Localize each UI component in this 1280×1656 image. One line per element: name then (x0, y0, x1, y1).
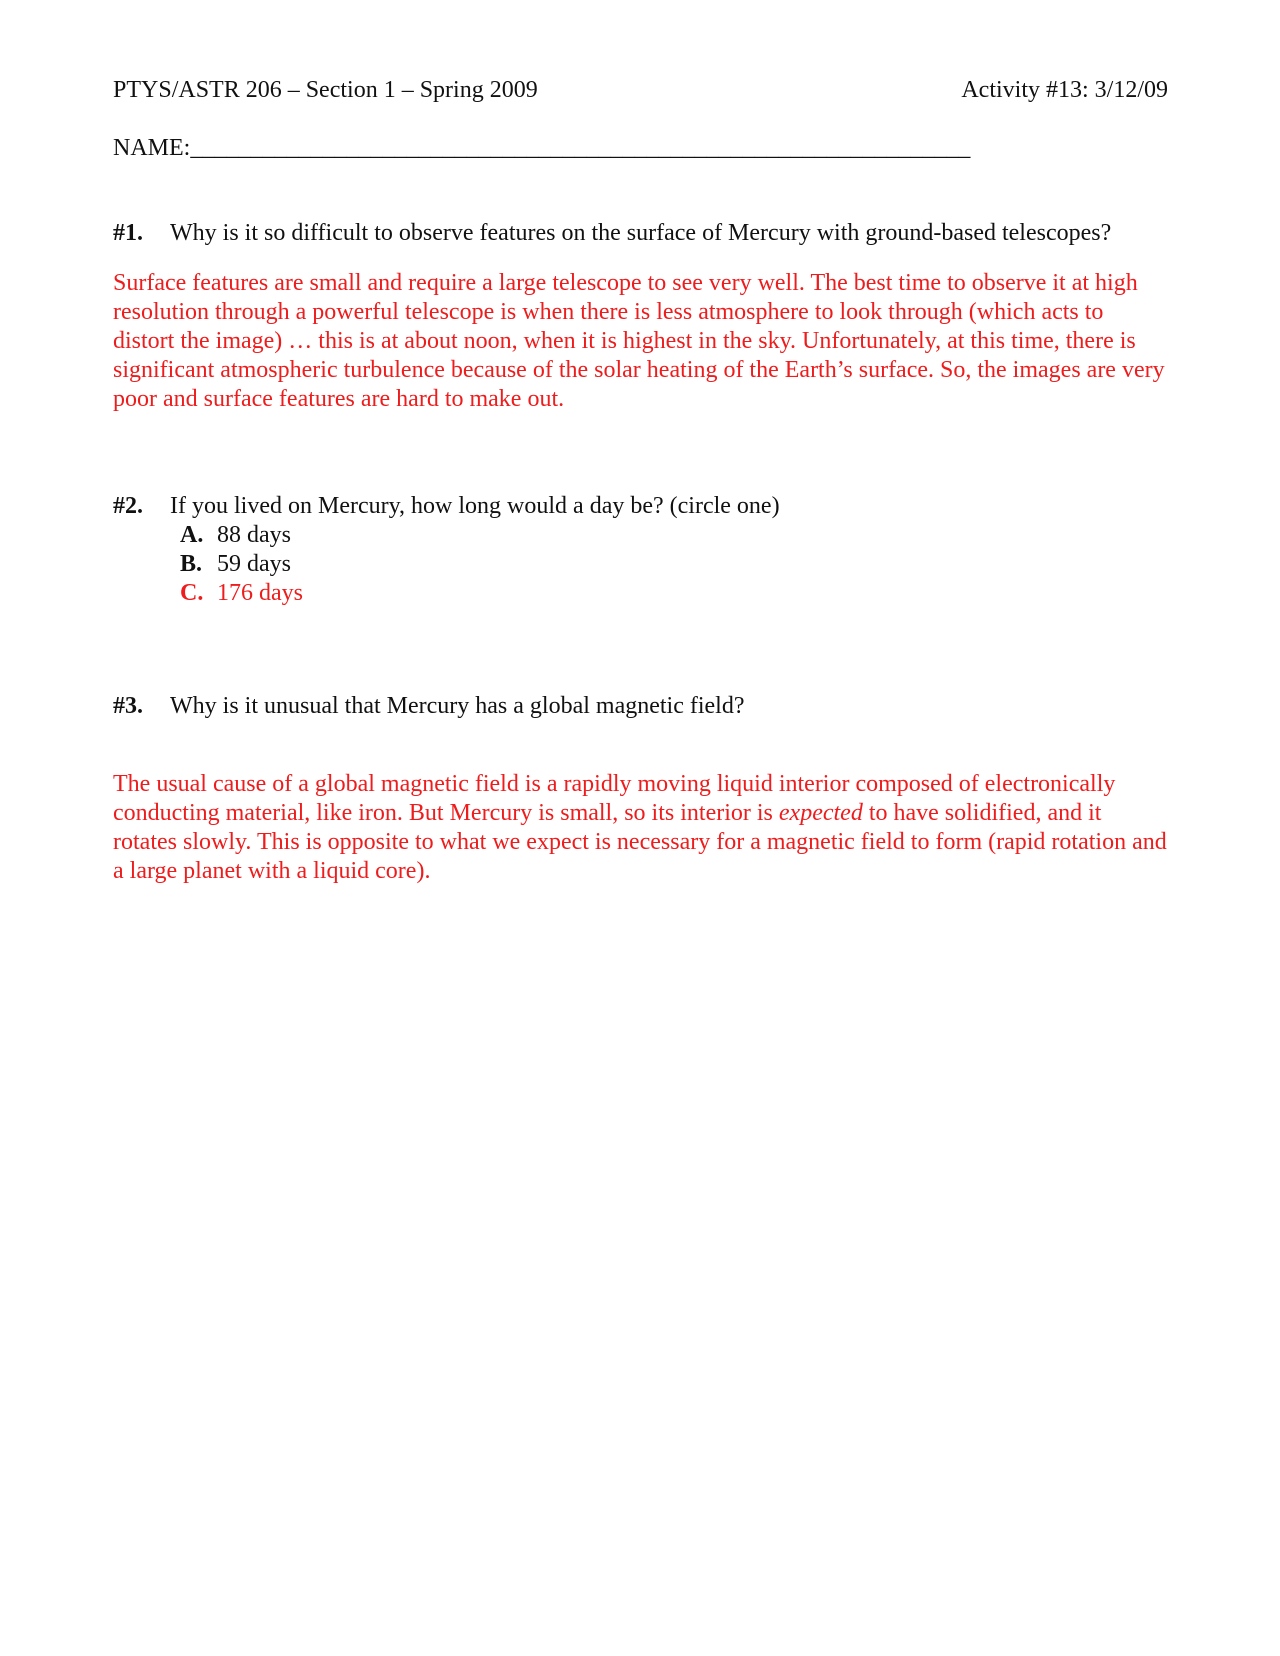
question-text: If you lived on Mercury, how long would a day be? (circle one) (170, 493, 780, 519)
question-1-answer: Surface features are small and require a large telescope to see very well. The best time to observe it at high resolution through a powerful telescope is when there is less atmosphere to look through (which acts to distort the image) … this is at about noon, when it is highest in the sky. Unfortunately, at this time, there is significant atmospheric turbulence because of the solar heating of the Earth’s surface. So, the images are very poor and surface features are hard to make out. (113, 270, 1165, 412)
question-1 (113, 213, 1168, 414)
worksheet-page (113, 70, 1168, 886)
question-text: Why is it so difficult to observe features on the surface of Mercury with ground-based telescopes? (170, 220, 1112, 246)
choice-letter: B. (180, 551, 203, 577)
answer-text-2: to have solidified, and it rotates slowly. This is opposite to what we expect is necessary for a magnetic field to form (rapid rotation and a large planet with a liquid core). (113, 800, 1167, 884)
question-number: #2. (113, 493, 143, 519)
choice-text: 176 days (217, 580, 303, 606)
choice-text: 59 days (217, 551, 291, 577)
question-text: Why is it unusual that Mercury has a global magnetic field? (170, 693, 745, 719)
name-field: NAME:_________________________________________________________________ (113, 135, 971, 161)
question-number: #1. (113, 220, 143, 246)
choice-text: 88 days (217, 522, 291, 548)
choice-letter: C. (180, 580, 204, 606)
question-3-prompt (113, 686, 1168, 726)
choice-letter: A. (180, 522, 204, 548)
choice-c (180, 579, 1168, 608)
question-2 (113, 492, 1168, 608)
choice-b (180, 550, 1168, 579)
question-3 (113, 686, 1168, 886)
answer-text-1: The usual cause of a global magnetic field is a rapidly moving liquid interior composed of electronically conducting material, like iron. But Mercury is small, so its interior is (113, 771, 1116, 826)
activity-date: Activity #13: 3/12/09 (961, 77, 1168, 103)
header (113, 70, 1168, 110)
question-1-prompt (113, 213, 1168, 253)
choice-list (180, 521, 1168, 608)
question-3-answer (113, 770, 1168, 886)
question-number: #3. (113, 693, 143, 719)
answer-emphasis: expected (778, 800, 863, 826)
choice-a (180, 521, 1168, 550)
question-2-prompt (113, 492, 1168, 521)
course-title: PTYS/ASTR 206 – Section 1 – Spring 2009 (113, 77, 538, 103)
